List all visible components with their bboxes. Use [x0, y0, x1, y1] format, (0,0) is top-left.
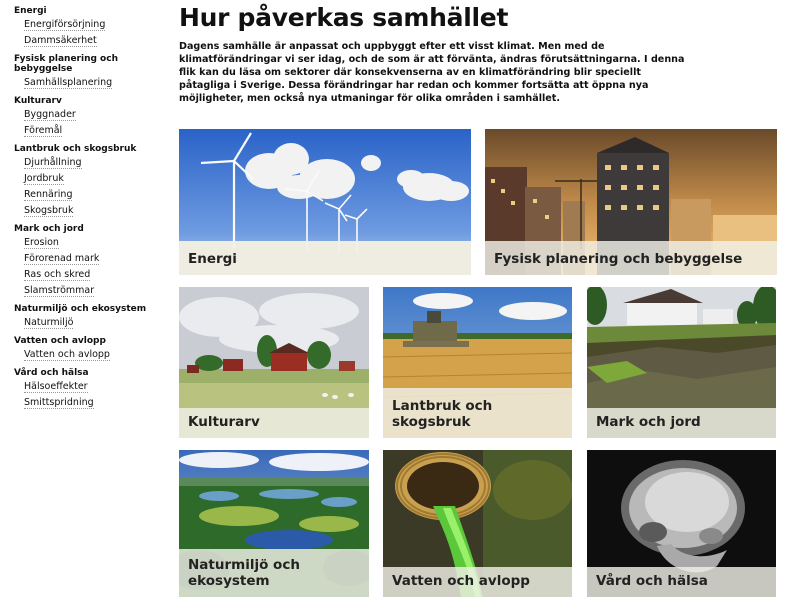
sidebar-link[interactable] — [24, 187, 164, 203]
tile-caption — [179, 408, 369, 438]
tile-label: Kulturarv — [188, 414, 260, 430]
sidebar-link-label: Byggnader — [24, 109, 76, 120]
tile-kulturarv[interactable] — [179, 287, 369, 438]
sidebar-link-label: Föremål — [24, 125, 63, 136]
tile-caption — [383, 567, 572, 597]
tile-mark-och-jord[interactable] — [587, 287, 776, 438]
sidebar-link[interactable] — [24, 17, 164, 33]
tile-label: Naturmiljö och ekosystem — [188, 557, 300, 589]
sidebar-link[interactable] — [24, 283, 164, 299]
sidebar-link[interactable] — [24, 75, 164, 91]
sidebar-link-label: Smittspridning — [24, 397, 94, 408]
sidebar-link-label: Slamströmmar — [24, 285, 95, 296]
tile-caption — [179, 241, 471, 275]
sidebar-link[interactable] — [24, 379, 164, 395]
sidebar-link[interactable] — [24, 315, 164, 331]
sidebar-link-label: Djurhållning — [24, 157, 82, 168]
tile-caption — [383, 388, 572, 438]
tile-vatten-och-avlopp[interactable] — [383, 450, 572, 597]
sidebar-link[interactable] — [24, 107, 164, 123]
tile-caption — [587, 567, 776, 597]
sidebar-link-label: Erosion — [24, 237, 59, 248]
sidebar-link[interactable] — [24, 203, 164, 219]
intro-text: Dagens samhälle är anpassat och uppbyggt efter ett visst klimat. Men med de klimatförändringar vi ser idag, och de som är att förvänta, ändras förutsättningarna. I denna flik kan du läsa om sektorer där konsekvenserna av en klimatförändring blir speciellt påtagliga i Sverige. Dessa förändringar har redan och kommer fortsätta att öppna nya möjligheter, men också nya utmaningar för olika områden i samhället. — [179, 41, 685, 104]
sidebar-link[interactable] — [24, 171, 164, 187]
sidebar-category[interactable]: Kulturarv — [14, 96, 62, 106]
tile-label: Energi — [188, 251, 237, 267]
tile-vard-och-halsa[interactable] — [587, 450, 776, 597]
page-title: Hur påverkas samhället — [179, 3, 509, 32]
sidebar-link[interactable] — [24, 33, 164, 49]
tile-label: Mark och jord — [596, 414, 701, 430]
sidebar-link[interactable] — [24, 267, 164, 283]
sidebar-link-label: Samhällsplanering — [24, 77, 113, 88]
sidebar-link[interactable] — [24, 123, 164, 139]
sidebar-link[interactable] — [24, 235, 164, 251]
sidebar-link[interactable] — [24, 347, 164, 363]
sidebar-category[interactable]: Vatten och avlopp — [14, 336, 106, 346]
sidebar-category[interactable]: Fysisk planering och bebyggelse — [14, 54, 118, 74]
tile-caption — [485, 241, 777, 275]
sidebar-link-label: Skogsbruk — [24, 205, 74, 216]
tile-naturmiljo-ekosystem[interactable] — [179, 450, 369, 597]
sidebar-link[interactable] — [24, 251, 164, 267]
tile-energi[interactable] — [179, 129, 471, 275]
sidebar-link-label: Jordbruk — [24, 173, 64, 184]
tile-caption — [587, 408, 776, 438]
tile-label: Vård och hälsa — [596, 573, 708, 589]
sidebar-category[interactable]: Lantbruk och skogsbruk — [14, 144, 137, 154]
sidebar-category[interactable]: Naturmiljö och ekosystem — [14, 304, 147, 314]
tile-caption — [179, 549, 369, 597]
sidebar-link-label: Energiförsörjning — [24, 19, 106, 30]
tile-fysisk-planering[interactable] — [485, 129, 777, 275]
sidebar-link-label: Hälsoeffekter — [24, 381, 88, 392]
sidebar-link-label: Ras och skred — [24, 269, 91, 280]
tile-label: Vatten och avlopp — [392, 573, 530, 589]
sidebar-link-label: Rennäring — [24, 189, 73, 200]
tile-label: Fysisk planering och bebyggelse — [494, 251, 743, 267]
sidebar-link-label: Naturmiljö — [24, 317, 74, 328]
tile-lantbruk-skogsbruk[interactable] — [383, 287, 572, 438]
sidebar-category[interactable]: Energi — [14, 6, 47, 16]
sidebar-link[interactable] — [24, 395, 164, 411]
sidebar-category[interactable]: Vård och hälsa — [14, 368, 89, 378]
sidebar-link[interactable] — [24, 155, 164, 171]
sidebar-link-label: Dammsäkerhet — [24, 35, 97, 46]
sidebar-link-label: Vatten och avlopp — [24, 349, 110, 360]
sidebar-category[interactable]: Mark och jord — [14, 224, 84, 234]
tile-label: Lantbruk och skogsbruk — [392, 398, 493, 430]
sidebar-nav — [14, 6, 164, 411]
sidebar-link-label: Förorenad mark — [24, 253, 100, 264]
